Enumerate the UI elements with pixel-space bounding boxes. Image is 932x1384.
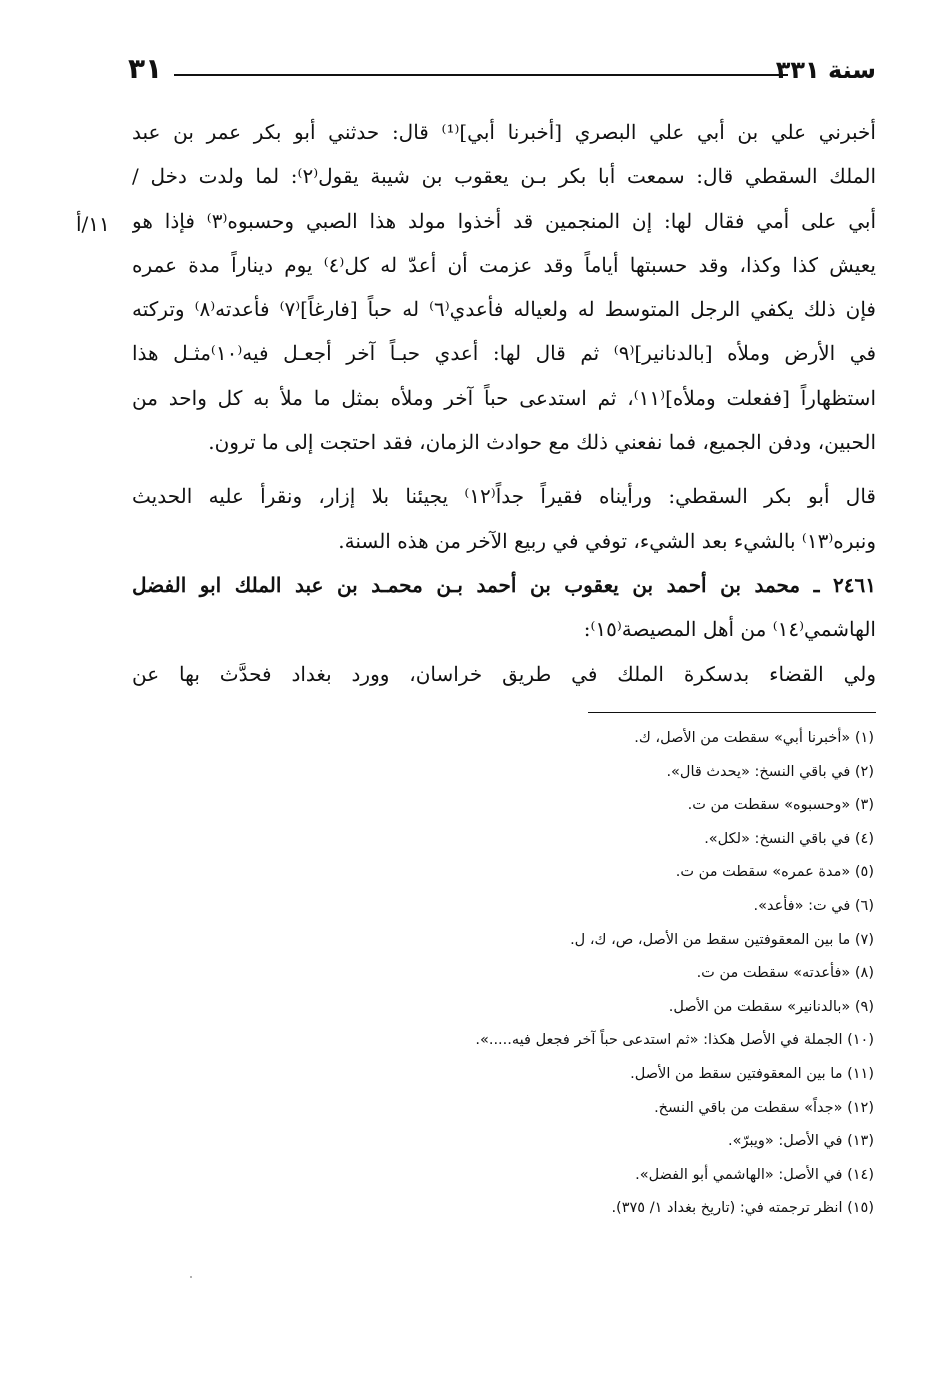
text-line: ولي القضاء بدسكرة الملك في طريق خراسان، وورد بغداد فحدَّث بها عن	[132, 661, 876, 686]
page-header	[128, 52, 876, 92]
text-line: أبي على أمي فقال لها: إن المنجمين قد أخذوا مولد هذا الصبي وحسبوه⁽٣⁾ فإذا هو	[132, 208, 876, 233]
text-line: الحبين، ودفن الجميع، فما نفعني ذلك مع حوادث الزمان، فقد احتجت إلى ما ترون.	[208, 430, 876, 455]
text-line: الملك السقطي قال: سمعت أبا بكر بـن يعقوب بن شيبة يقول⁽٢⁾: لما ولدت دخل /	[132, 164, 876, 189]
footnote-separator	[588, 712, 876, 713]
footnote: (١٥) انظر ترجمته في: (تاريخ بغداد ١/ ٣٧٥).	[611, 1200, 874, 1217]
footnote: (٧) ما بين المعقوفتين سقط من الأصل، ص، ك، ل.	[570, 931, 874, 948]
footnote: (١٤) في الأصل: «الهاشمي أبو الفضل».	[635, 1166, 874, 1183]
footnote: (٩) «بالدنانير» سقطت من الأصل.	[668, 998, 874, 1015]
running-head-year: سنة ٣٣١	[775, 56, 876, 84]
footnote: (١٣) في الأصل: «ويبرّ».	[728, 1133, 874, 1150]
header-rule	[174, 74, 788, 76]
main-text	[132, 110, 876, 696]
page-number: ٣١	[128, 52, 163, 85]
text-line: قال أبو بكر السقطي: ورأيناه فقيراً جداً⁽١٢⁾ يجيئنا بلا إزار، ونقرأ عليه الحديث	[132, 484, 876, 509]
footnote: (١١) ما بين المعقوفتين سقط من الأصل.	[630, 1065, 874, 1082]
footnote: (١) «أخبرنا أبي» سقطت من الأصل، ك.	[634, 730, 874, 746]
footnotes	[314, 722, 874, 1226]
footnote: (١٢) «جداً» سقطت من باقي النسخ.	[654, 1099, 874, 1116]
manuscript-folio-note: ١١/أ	[76, 212, 110, 236]
text-line: يعيش كذا وكذا، وقد حسبتها أياماً وقد عزمت أن أعدّ له كل⁽٤⁾ يوم ديناراً مدة عمره	[132, 252, 876, 277]
entry-heading-line: الهاشمي⁽١٤⁾ من أهل المصيصة⁽١٥⁾:	[583, 617, 876, 642]
text-line: استظهاراً [ففعلت وملأه]⁽١١⁾، ثم استدعى حباً آخر وملأه بمثل ما ملأ به كل واحد من	[132, 385, 876, 410]
footnote: (٢) في باقي النسخ: «يحدث قال».	[666, 763, 874, 780]
text-line: فإن ذلك يكفي الرجل المتوسط له ولعياله فأعدي⁽٦⁾ له حباً [فارغاً]⁽٧⁾ فأعدته⁽٨⁾ وتركته	[132, 297, 876, 322]
footnote: (١٠) الجملة في الأصل هكذا: «ثم استدعى حباً آخر فجعل فيه.....».	[475, 1032, 874, 1049]
footnote: (٣) «وحسبوه» سقطت من ت.	[687, 797, 874, 814]
footnote: (٥) «مدة عمره» سقطت من ت.	[675, 864, 874, 881]
footnote: (٤) في باقي النسخ: «لكل».	[704, 830, 874, 847]
text-line: أخبرني علي بن أبي علي البصري [أخبرنا أبي]⁽¹⁾ قال: حدثني أبو بكر عمر بن عبد	[132, 120, 876, 144]
text-line: ونبره⁽١٣⁾ بالشيء بعد الشيء، توفي في ربيع الآخر من هذه السنة.	[338, 528, 876, 553]
text-line: في الأرض وملأه [بالدنانير]⁽٩⁾ ثم قال لها: أعدي حبـاً آخر أجعـل فيه⁽١٠⁾مثـل هذا	[132, 341, 876, 366]
scan-speck	[190, 1276, 192, 1278]
footnote: (٨) «فأعدته» سقطت من ت.	[696, 965, 874, 982]
paragraph-gap	[132, 464, 876, 474]
footnote: (٦) في ت: «فأعد».	[753, 897, 874, 914]
entry-heading-line: ٢٤٦١ ـ محمد بن أحمد بن يعقوب بن أحمد بـن محمـد بن عبد الملك ابو الفضل	[132, 572, 876, 597]
